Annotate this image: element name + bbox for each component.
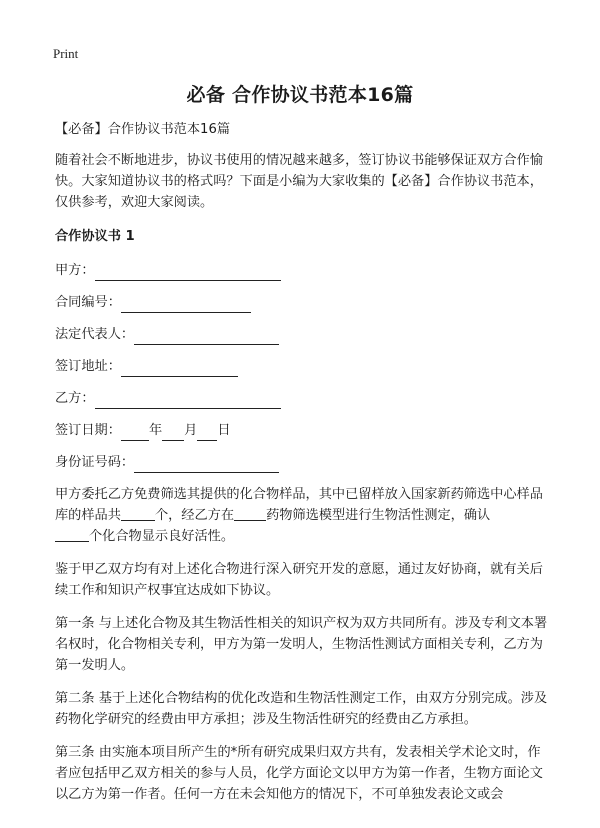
para-text: 甲方委托乙方免费筛选其提供的化合物样品，其中已留样放入国家新药筛选中心样品库的样品共 [55,487,543,523]
month-unit: 月 [184,423,198,438]
intro-paragraph: 随着社会不断地进步，协议书使用的情况越来越多，签订协议书能够保证双方合作愉快。大家知道协议书的格式吗？下面是小编为大家收集的【必备】合作协议书范本，仅供参考，欢迎大家阅读。 [55,153,543,210]
blank-line [121,297,251,313]
paragraph-article-3: 第三条 由实施本项目所产生的*所有研究成果归双方共有，发表相关学术论文时，作者应包括甲乙双方相关的参与人员，化学方面论文以甲方为第一作者，生物方面论文以乙方为第一作者。任何一方在未会知他方的情况下，不可单独发表论文或会 [55,745,543,802]
blank-line [134,329,279,345]
para-text: 药物筛选模型进行生物活性测定，确认 [266,508,491,523]
blank-line [55,527,89,542]
paragraph-intent: 鉴于甲乙双方均有对上述化合物进行深入研究开发的意愿，通过友好协商，就有关后续工作和知识产权事宜达成如下协议。 [55,562,543,598]
blank-line [95,265,281,281]
field-label: 签订地址： [55,359,121,374]
day-blank [197,425,217,441]
para-text: 个，经乙方在 [154,508,235,523]
field-label: 签订日期： [55,423,121,438]
document-body [55,119,550,817]
section-heading: 合作协议书 1 [55,229,135,244]
para-text: 个化合物显示良好活性。 [89,529,235,544]
field-label: 合同编号： [55,295,121,310]
field-label: 身份证号码： [55,455,135,470]
paragraph-article-1: 第一条 与上述化合物及其生物活性相关的知识产权为双方共同所有。涉及专利文本署名权时，化合物相关专利，甲方为第一发明人，生物活性测试方面相关专利，乙方为第一发明人。 [55,616,548,673]
document-subtitle: 【必备】合作协议书范本16篇 [55,122,231,137]
year-unit: 年 [148,423,163,438]
field-label: 甲方： [55,263,95,278]
field-label: 乙方： [55,391,95,406]
field-contract-number [55,292,550,313]
field-party-a [55,260,550,281]
day-unit: 日 [217,423,231,438]
blank-line [121,361,238,377]
field-legal-representative [55,324,550,345]
blank-line [134,457,279,473]
month-blank [162,425,184,441]
field-signing-date [55,420,550,441]
page-title: 必备 合作协议书范本16篇 [186,84,414,106]
blank-line [95,393,281,409]
blank-line [234,506,266,521]
field-party-b [55,388,550,409]
year-blank [121,425,149,441]
field-id-number [55,452,550,473]
field-signing-address [55,356,550,377]
paragraph-samples [55,484,550,547]
print-link[interactable]: Print [53,46,79,61]
paragraph-article-2: 第二条 基于上述化合物结构的优化改造和生物活性测定工作，由双方分别完成。涉及药物化学研究的经费由甲方承担；涉及生物活性研究的经费由乙方承担。 [55,691,548,727]
blank-line [121,506,155,521]
field-label: 法定代表人： [55,327,135,342]
